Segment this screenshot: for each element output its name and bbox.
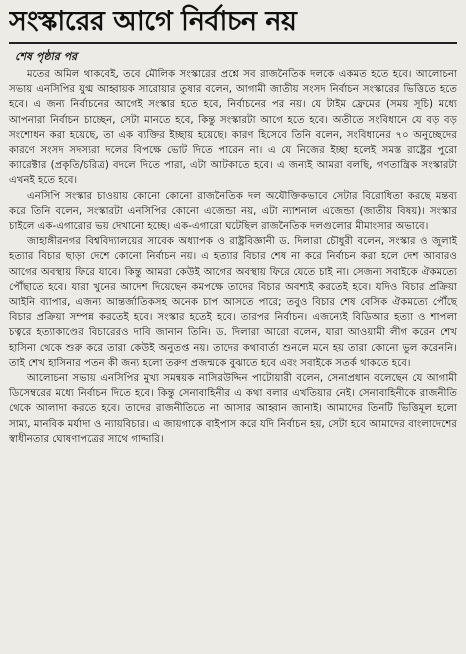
article-body xyxy=(9,67,457,447)
paragraph-2: এনসিপি সংস্কার চাওয়ায় কোনো কোনো রাজনৈতিক দল অযৌক্তিকভাবে সেটার বিরোধিতা করছে মন্তব্য করে তিনি বলেন, সংস্কারটা এনসিপির কোনো এজেন্ডা নয়, এটা ন্যাশনাল এজেন্ডা (জাতীয় বিষয়)। সংস্কার চাইলে এক-এগারোর ভয় দেখানো হচ্ছে। এক-এগারো ঘটেছিল রাজনৈতিক দলগুলোর মীমাংসার অভাবে। xyxy=(9,190,457,233)
headline: সংস্কারের আগে নির্বাচন নয় xyxy=(9,6,297,37)
paragraph-4: আলোচনা সভায় এনসিপির মুখ্য সমন্বয়ক নাসিরউদ্দিন পাটোয়ারী বলেন, সেনাপ্রধান বলেছেন যে আগামী ডিসেম্বরের মধ্যে নির্বাচন দিতে হবে। কিন্তু সেনাবাহিনীর এ কথা বলার এখতিয়ার নেই। সেনাবাহিনীকে রাজনীতি থেকে আলাদা করতে হবে। তাদের রাজনীতিতে না আসার আহ্বান জানাই। আমাদের তিনটি ভিত্তিমূল হলো সাম্য, মানবিক মর্যাদা ও ন্যায়বিচার। এ জায়গাকে বাইপাস করে যদি নির্বাচন হয়, সেটা হবে আমাদের বাংলাদেশের স্বাধীনতার ঘোষণাপত্রের সাথে গাদ্দারি। xyxy=(9,373,457,445)
continued-label: শেষ পৃষ্ঠার পর xyxy=(15,50,78,63)
paragraph-3: জাহাঙ্গীরনগর বিশ্ববিদ্যালয়ের সাবেক অধ্যাপক ও রাষ্ট্রবিজ্ঞানী ড. দিলারা চৌধুরী বলেন, সংস্কার ও জুলাই হত্যার বিচার ছাড়া দেশে কোনো নির্বাচন নয়। এ হত্যার বিচার শেষ না করে নির্বাচন করা হলে দেশ আবারও আগের অবস্থায় ফিরে যাবে। কিন্তু আমরা কেউই আগের অবস্থায় ফিরে যেতে চাই না। সেজন্য সবাইকে ঐকমত্যে পৌঁছাতে হবে। যারা খুনের আদেশ দিয়েছেন কমপক্ষে তাদের বিচার অবশ্যই করতেই হবে। যদিও বিচার প্রক্রিয়া আইনি ব্যাপার, এজন্য আন্তর্জাতিকসহ অনেক চাপ আসতে পারে; তবুও বিচার শেষ বেসিক ঐকমত্যে পৌঁছে বিচার প্রক্রিয়া সম্পন্ন করতেই হবে। সংস্কার হতেই হবে। তারপর নির্বাচন। এজন্যেই বিডিআর হত্যা ও শাপলা চত্বরে হত্যাকাণ্ডের বিচারেরও দাবি জানান তিনি। ড. দিলারা আরো বলেন, যারা আওয়ামী লীগ করেন শেখ হাসিনা থেকে শুরু করে তারা কেউই অনুতপ্ত নয়। তাদের কথাবার্তা শুনলে মনে হয় তারা কোনো ভুল করেননি। তাই শেখ হাসিনার পতন কী জন্য হলো তরুণ প্রজন্মকে বুঝাতে হবে এবং সবাইকে সতর্ক থাকতে হবে। xyxy=(9,236,457,369)
headline-rule xyxy=(9,42,457,44)
paragraph-1: মতের অমিল থাকবেই, তবে মৌলিক সংস্কারের প্রশ্নে সব রাজনৈতিক দলকে একমত হতে হবে। আলোচনা সভায় এনসিপির যুগ্ম আহ্বায়ক সারোয়ার তুষার বলেন, আগামী জাতীয় সংসদ নির্বাচন সংস্কারের ভিত্তিতে হতে হবে। এ জন্য নির্বাচনের আগেই সংস্কার হতে হবে, নির্বাচনের পর নয়। যে টাইম ফ্রেমের (সময় সূচি) মধ্যে আপনারা নির্বাচন চাচ্ছেন, সেটা মানতে হবে, কিন্তু সংস্কারটা আগে হতে হবে। অতীতে সংবিধানে যে বড় বড় সংশোধন করা হয়েছে, তা এক ব্যক্তির ইচ্ছায় হয়েছে। কারণ হিসেবে তিনি বলেন, সংবিধানের ৭০ অনুচ্ছেদের কারণে সংসদ সদস্যরা দলের বিপক্ষে ভোট দিতে পারেন না। এ যে নিজের ইচ্ছা হলেই সমস্ত রাষ্ট্রের পুরো ক্যারেক্টার (প্রকৃতি/চরিত্র) বদলে দিতে পারা, এটা আটকাতে হবে। এ জন্যই আমরা বলছি, গণতান্ত্রিক সংস্কারটা এখনই হতে হবে। xyxy=(9,69,457,187)
